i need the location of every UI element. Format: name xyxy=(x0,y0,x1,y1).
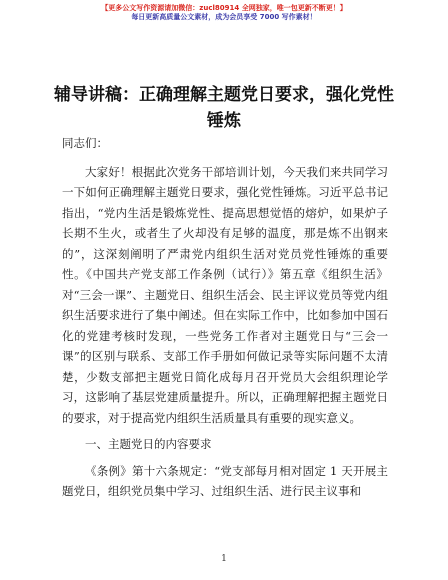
watermark-banner xyxy=(0,4,448,22)
section-paragraph: 《条例》第十六条规定：“党支部每月相对固定 1 天开展主题党日，组织党员集中学习、过组织生活、进行民主议事和 xyxy=(62,463,388,498)
banner-line-1: 【更多公文写作资源请加微信：zucl80914 全网独家，唯一包更新不断更！】 xyxy=(101,4,347,12)
document-title: 辅导讲稿：正确理解主题党日要求，强化党性锤炼 xyxy=(54,85,394,131)
banner-line-2: 每日更新高质量公文素材，成为会员享受 7000 写作素材！ xyxy=(131,13,317,21)
document-body xyxy=(62,133,388,508)
page-number: 1 xyxy=(221,554,227,564)
section-heading: 一、主题党日的内容要求 xyxy=(85,437,212,451)
body-paragraph-1: 大家好！根据此次党务干部培训计划，今天我们来共同学习一下如何正确理解主题党日要求，强化党性锤炼。习近平总书记指出，“党内生活是锻炼党性、提高思想觉悟的熔炉，如果炉子长期不生火，或者生了火却没有足够的温度，那是炼不出钢来的”，这深刻阐明了严肃党内组织生活对党员党性锤炼的重要性。《中国共产党支部工作条例（试行）》第五章《组织生活》对“三会一课”、主题党日、组织生活会、民主评议党员等党内组织生活要求进行了集中阐述。但在实际工作中，比如参加中国石化的党建考核时发现，一些党务工作者对主题党日与“三会一课”的区别与联系、支部工作手册如何做记录等实际问题不太清楚，少数支部把主题党日简化成每月召开党员大会组织理论学习，这影响了基层党建质量提升。所以，正确理解把握主题党日的要求，对于提高党内组织生活质量具有重要的现实意义。 xyxy=(62,164,388,425)
greeting: 同志们： xyxy=(62,136,108,150)
